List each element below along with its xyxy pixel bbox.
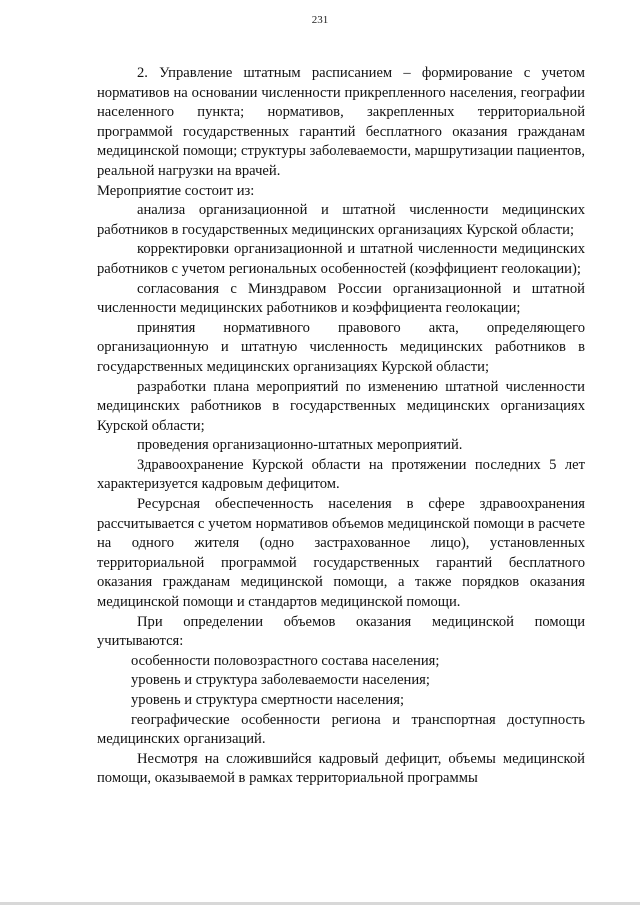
list-item-mortality: уровень и структура смертности населения; bbox=[131, 692, 405, 708]
paragraph-staffing-management: 2. Управление штатным расписанием – формирование с учетом нормативов на основании численности прикрепленного населения, географии населенного пункта; нормативов, закрепленных территориальной программой государственных гарантий бесплатного оказания гражданам медицинской помощи; структуры заболеваемости, маршрутизации пациентов, реальной нагрузки на врачей. bbox=[97, 65, 585, 179]
document-body bbox=[97, 64, 585, 789]
list-item-action-plan: разработки плана мероприятий по изменению штатной численности медицинских работников в государственных медицинских организациях Курской области; bbox=[97, 378, 585, 434]
list-item-morbidity: уровень и структура заболеваемости населения; bbox=[131, 672, 430, 689]
paragraph-staff-deficit: Здравоохранение Курской области на протяжении последних 5 лет характеризуется кадровым дефицитом. bbox=[97, 456, 585, 493]
list-item-legal-act: принятия нормативного правового акта, определяющего организационную и штатную численность медицинских работников в государственных медицинских организациях Курской области; bbox=[97, 319, 585, 375]
list-item-staffing-measures: проведения организационно-штатных мероприятий. bbox=[137, 437, 463, 454]
paragraph-despite-deficit: Несмотря на сложившийся кадровый дефицит, объемы медицинской помощи, оказываемой в рамках территориальной программы bbox=[97, 750, 585, 787]
list-item-adjustment: корректировки организационной и штатной численности медицинских работников с учетом региональных особенностей (коэффициент геолокации); bbox=[97, 241, 585, 277]
list-item-age-sex: особенности половозрастного состава населения; bbox=[131, 652, 440, 669]
list-item-approval: согласования с Минздравом России организационной и штатной численности медицинских работников и коэффициента геолокации; bbox=[97, 280, 585, 317]
list-item-geography: географические особенности региона и транспортная доступность медицинских организаций. bbox=[97, 711, 585, 748]
paragraph-resource-provision: Ресурсная обеспеченность населения в сфере здравоохранения рассчитывается с учетом нормативов объемов медицинской помощи в расчете на одного жителя (одно застрахованное лицо), установленных территориальной программой государственных гарантий бесплатного оказания гражданам медицинской помощи, а также порядков оказания медицинской помощи и стандартов медицинской помощи. bbox=[97, 496, 585, 611]
list-item-analysis: анализа организационной и штатной численности медицинских работников в государственных медицинских организациях Курской области; bbox=[97, 202, 585, 238]
paragraph-measure-consists: Мероприятие состоит из: bbox=[97, 182, 255, 199]
page-number: 231 bbox=[311, 14, 329, 26]
paragraph-volume-factors: При определении объемов оказания медицинской помощи учитываются: bbox=[97, 613, 585, 650]
